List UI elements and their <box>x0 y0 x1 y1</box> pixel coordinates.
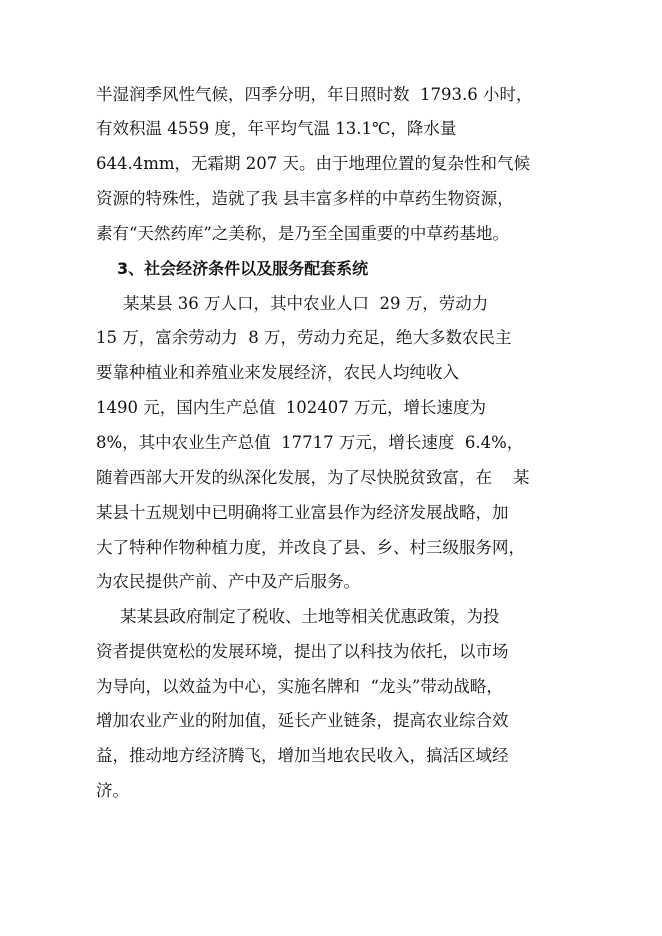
paragraph-2-line-6: 随着西部大开发的纵深化发展，为了尽快脱贫致富，在 某 <box>96 468 530 487</box>
paragraph-3-line-4: 增加农业产业的附加值，延长产业链条，提高农业综合效 <box>96 711 509 730</box>
paragraph-1-line-2: 有效积温 4559 度，年平均气温 13.1℃，降水量 <box>96 119 457 138</box>
paragraph-3-line-6: 济。 <box>96 781 129 800</box>
paragraph-3-line-5: 益，推动地方经济腾飞，增加当地农民收入，搞活区域经 <box>96 746 509 765</box>
paragraph-2-line-9: 为农民提供产前、产中及产后服务。 <box>96 572 360 591</box>
paragraph-1-line-5: 素有“天然药库”之美称，是乃至全国重要的中草药基地。 <box>96 224 509 243</box>
paragraph-2-line-4: 1490 元，国内生产总值 102407 万元，增长速度为 <box>96 398 486 417</box>
paragraph-2-line-7: 某县十五规划中已明确将工业富县作为经济发展战略，加 <box>96 503 509 522</box>
section-heading: 3、社会经济条件以及服务配套系统 <box>117 259 369 278</box>
paragraph-1-line-3: 644.4mm，无霜期 207 天。由于地理位置的复杂性和气候 <box>96 154 531 173</box>
paragraph-2-line-5: 8%，其中农业生产总值 17717 万元，增长速度 6.4%， <box>96 433 524 452</box>
paragraph-2-line-8: 大了特种作物种植力度，并改良了县、乡、村三级服务网， <box>96 538 525 557</box>
paragraph-2-line-3: 要靠种植业和养殖业来发展经济，农民人均纯收入 <box>96 363 459 382</box>
paragraph-2-line-1: 某某县 36 万人口，其中农业人口 29 万，劳动力 <box>123 294 489 313</box>
paragraph-1-line-1: 半湿润季风性气候，四季分明，年日照时数 1793.6 小时， <box>96 85 533 104</box>
paragraph-3-line-1: 某某县政府制定了税收、土地等相关优惠政策，为投 <box>120 607 500 626</box>
paragraph-2-line-2: 15 万，富余劳动力 8 万，劳动力充足，绝大多数农民主 <box>96 328 512 347</box>
paragraph-1-line-4: 资源的特殊性，造就了我 县丰富多样的中草药生物资源， <box>96 189 514 208</box>
paragraph-3-line-2: 资者提供宽松的发展环境，提出了以科技为依托，以市场 <box>96 642 509 661</box>
paragraph-3-line-3: 为导向，以效益为中心，实施名牌和 “龙头”带动战略， <box>96 677 503 696</box>
